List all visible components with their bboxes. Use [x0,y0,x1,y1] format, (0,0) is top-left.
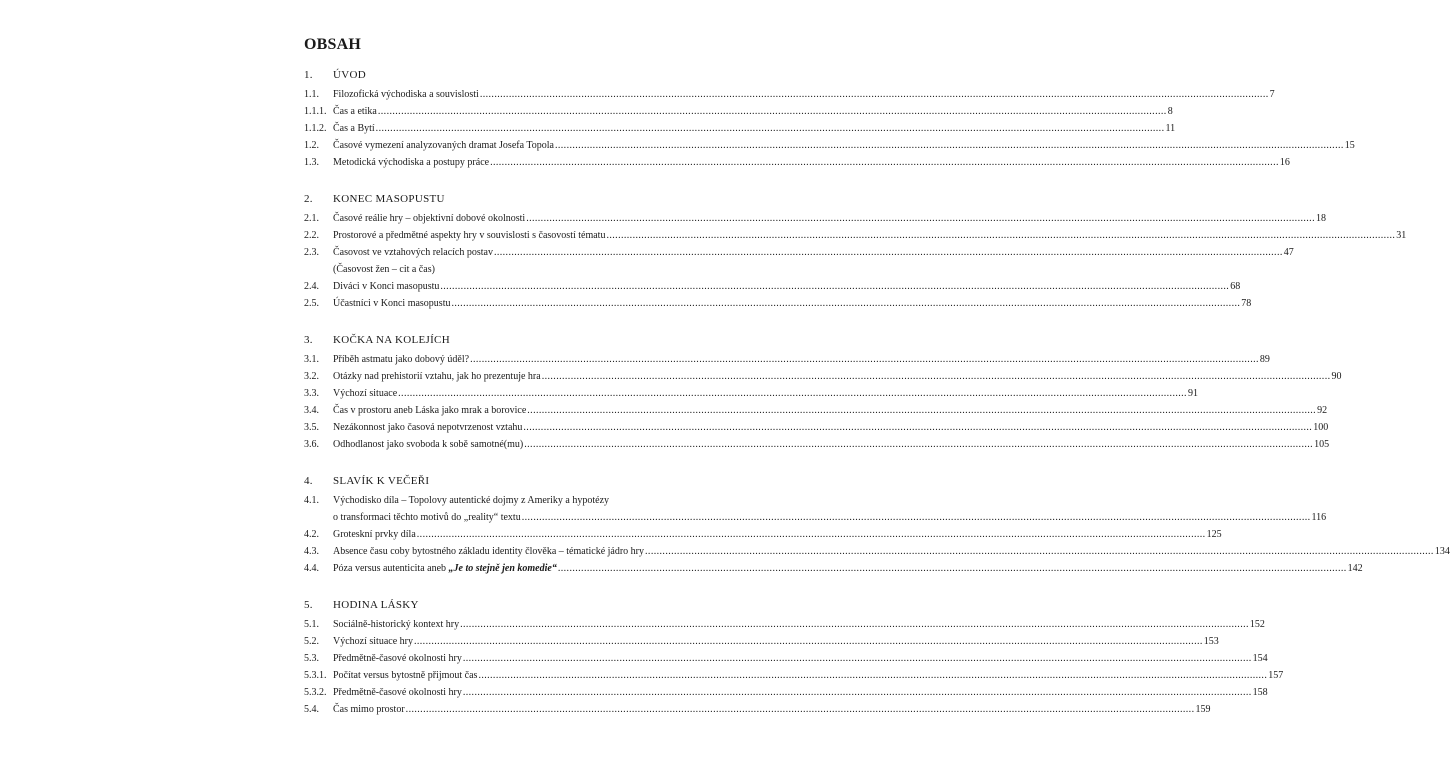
entry-label-text: Východisko díla – Topolovy autentické dojmy z Ameriky a hypotézy [333,495,610,506]
dot-leader [606,227,1395,244]
toc-entry [304,509,1327,526]
dot-leader [463,684,1252,701]
entry-label-text: Nezákonnost jako časová nepotvrzenost vztahu [333,422,523,433]
entry-number: 1.1. [304,89,319,100]
entry-label-text: Póza versus autenticita aneb [333,563,447,574]
section-number: 5. [304,599,313,611]
entry-label-text: Časové vymezení analyzovaných dramat Josefa Topola [333,140,554,151]
entry-label [333,368,541,385]
entry-page-number: 125 [1206,529,1222,540]
dot-leader [494,244,1283,261]
toc-entry [304,278,1241,295]
page-title: OBSAH [304,36,362,53]
toc-entry [304,385,1198,402]
entry-label-text: Diváci v Konci masopustu [333,281,440,292]
entry-label [333,560,557,577]
toc-entry [304,368,1342,385]
dot-leader [398,385,1187,402]
entry-label-text: Sociálně-historický kontext hry [333,619,460,630]
entry-number: 3.4. [304,405,319,416]
entry-label [333,154,489,171]
section-number: 1. [304,69,313,81]
entry-label [333,210,525,227]
dot-leader [440,278,1229,295]
entry-label-text: Prostorové a předmětné aspekty hry v souvislosti s časovostí tématu [333,230,606,241]
entry-label-text: Předmětně-časové okolnosti hry [333,687,462,698]
entry-page-number: 7 [1269,89,1275,100]
entry-number: 4.2. [304,529,319,540]
entry-label-text: Počítat versus bytostně přijmout čas [333,670,478,681]
entry-label [333,86,479,103]
dot-leader [414,633,1203,650]
entry-label-text: Čas v prostoru aneb Láska jako mrak a borovice [333,405,527,416]
toc-entry [304,616,1265,633]
toc-entry [304,684,1268,701]
entry-page-number: 90 [1331,371,1342,382]
dot-leader [460,616,1249,633]
entry-number: 5.3. [304,653,319,664]
entry-label-text: Odhodlanost jako svoboda k sobě samotné(mu) [333,439,524,450]
toc-entry [304,120,1176,137]
entry-label [333,419,522,436]
dot-leader [417,526,1206,543]
entry-page-number: 8 [1167,106,1173,117]
entry-page-number: 158 [1252,687,1268,698]
entry-label-text: Časové reálie hry – objektivní dobové okolnosti [333,213,526,224]
entry-label-text: Filozofická východiska a souvislosti [333,89,479,100]
toc-entry [304,86,1275,103]
entry-label [333,227,605,244]
dot-leader [558,560,1347,577]
section-heading [304,597,727,614]
section-title: KONEC MASOPUSTU [333,193,445,205]
toc-entry [304,402,1328,419]
dot-leader [470,351,1259,368]
entry-number: 5.3.2. [304,687,327,698]
toc-section [304,191,1407,312]
entry-number: 4.1. [304,495,319,506]
entry-page-number: 16 [1279,157,1290,168]
entry-label [333,278,439,295]
dot-leader [555,137,1344,154]
entry-page-number: 157 [1268,670,1284,681]
table-of-contents [304,67,1450,738]
entry-page-number: 15 [1344,140,1355,151]
entry-number: 5.1. [304,619,319,630]
dot-leader [490,154,1279,171]
toc-entry [304,351,1270,368]
toc-entry [304,103,1173,120]
entry-number: 4.4. [304,563,319,574]
entry-label [333,526,416,543]
section-title: SLAVÍK K VEČEŘI [333,475,430,487]
entry-number: 2.2. [304,230,319,241]
toc-section [304,67,1355,171]
entry-page-number: 11 [1165,123,1176,134]
entry-label [333,492,609,509]
entry-label [333,385,397,402]
dot-leader [463,650,1252,667]
toc-entry [304,492,727,509]
entry-page-number: 154 [1252,653,1268,664]
toc-entry [304,227,1407,244]
entry-label [333,616,459,633]
dot-leader [645,543,1434,560]
toc-entry [304,419,1329,436]
entry-page-number: 47 [1283,247,1294,258]
entry-label-text: Čas a Bytí [333,123,375,134]
entry-page-number: 78 [1241,298,1252,309]
toc-entry [304,560,1363,577]
section-heading [304,191,727,208]
entry-page-number: 134 [1434,546,1450,557]
entry-page-number: 116 [1311,512,1327,523]
entry-page-number: 105 [1314,439,1330,450]
dot-leader [406,701,1195,718]
toc-section [304,597,1284,718]
entry-label [333,103,377,120]
dot-leader [480,86,1269,103]
entry-page-number: 89 [1259,354,1270,365]
entry-label [333,351,469,368]
entry-label-text: Výchozí situace [333,388,398,399]
toc-entry [304,667,1284,684]
entry-number: 2.4. [304,281,319,292]
section-number: 4. [304,475,313,487]
entry-label-text: o transformaci těchto motivů do „reality“ textu [333,512,521,523]
section-number: 2. [304,193,313,205]
toc-entry [304,154,1290,171]
dot-leader [523,419,1312,436]
entry-number: 2.1. [304,213,319,224]
toc-entry [304,633,1219,650]
entry-label-text: Groteskní prvky díla [333,529,416,540]
entry-label [333,244,493,261]
entry-label [333,667,477,684]
entry-label-text: Čas a etika [333,106,377,117]
entry-label [333,633,413,650]
entry-label-text: Časovost ve vztahových relacích postav [333,247,493,258]
entry-number: 3.1. [304,354,319,365]
entry-label [333,120,375,137]
toc-section [304,473,1450,577]
entry-label-text: Účastníci v Konci masopustu [333,298,451,309]
entry-number: 1.1.2. [304,123,327,134]
entry-label-text: Výchozí situace hry [333,636,413,647]
toc-entry [304,543,1450,560]
entry-label-text: Absence času coby bytostného základu identity člověka – tématické jádro hry [333,546,645,557]
toc-entry [304,244,1294,261]
entry-number: 3.2. [304,371,319,382]
section-title: KOČKA NA KOLEJÍCH [333,334,450,346]
entry-label [333,701,405,718]
entry-page-number: 100 [1313,422,1329,433]
section-heading [304,332,727,349]
entry-page-number: 152 [1249,619,1265,630]
dot-leader [527,402,1316,419]
entry-page-number: 159 [1195,704,1211,715]
entry-number: 1.2. [304,140,319,151]
toc-entry [304,650,1268,667]
entry-number: 5.3.1. [304,670,327,681]
entry-page-number: 153 [1203,636,1219,647]
section-heading [304,473,727,490]
section-title: HODINA LÁSKY [333,599,419,611]
entry-label [333,402,526,419]
toc-entry [304,137,1355,154]
dot-leader [524,436,1313,453]
entry-label-text: Otázky nad prehistorií vztahu, jak ho prezentuje hra [333,371,541,382]
entry-label [333,261,435,278]
dot-leader [526,210,1315,227]
entry-page-number: 31 [1396,230,1407,241]
entry-number: 5.4. [304,704,319,715]
toc-entry [304,261,727,278]
entry-number: 5.2. [304,636,319,647]
entry-label [333,295,450,312]
entry-label [333,650,462,667]
entry-number: 2.5. [304,298,319,309]
dot-leader [378,103,1167,120]
entry-label-text: (Časovost žen – cit a čas) [333,264,435,275]
section-heading [304,67,727,84]
entry-label [333,509,521,526]
entry-number: 1.1.1. [304,106,327,117]
entry-label-emphasis: „Je to stejně jen komedie“ [448,563,557,574]
entry-label [333,436,523,453]
entry-label-text: Předmětně-časové okolnosti hry [333,653,462,664]
entry-label-text: Čas mimo prostor [333,704,405,715]
dot-leader [478,667,1267,684]
entry-label [333,543,644,560]
entry-number: 3.3. [304,388,319,399]
toc-section [304,332,1342,453]
toc-entry [304,210,1326,227]
entry-label-text: Příběh astmatu jako dobový úděl? [333,354,470,365]
toc-entry [304,295,1252,312]
dot-leader [522,509,1311,526]
entry-page-number: 68 [1230,281,1241,292]
entry-number: 4.3. [304,546,319,557]
toc-entry [304,701,1211,718]
entry-label [333,684,462,701]
entry-number: 2.3. [304,247,319,258]
entry-label-text: Metodická východiska a postupy práce [333,157,490,168]
dot-leader [542,368,1331,385]
toc-entry [304,436,1330,453]
entry-page-number: 18 [1316,213,1326,224]
entry-number: 3.5. [304,422,319,433]
section-number: 3. [304,334,313,346]
entry-page-number: 92 [1317,405,1328,416]
entry-page-number: 142 [1347,563,1363,574]
section-title: ÚVOD [333,69,366,81]
entry-label [333,137,554,154]
dot-leader [451,295,1240,312]
entry-number: 1.3. [304,157,319,168]
dot-leader [376,120,1165,137]
entry-page-number: 91 [1187,388,1198,399]
entry-number: 3.6. [304,439,319,450]
toc-entry [304,526,1222,543]
